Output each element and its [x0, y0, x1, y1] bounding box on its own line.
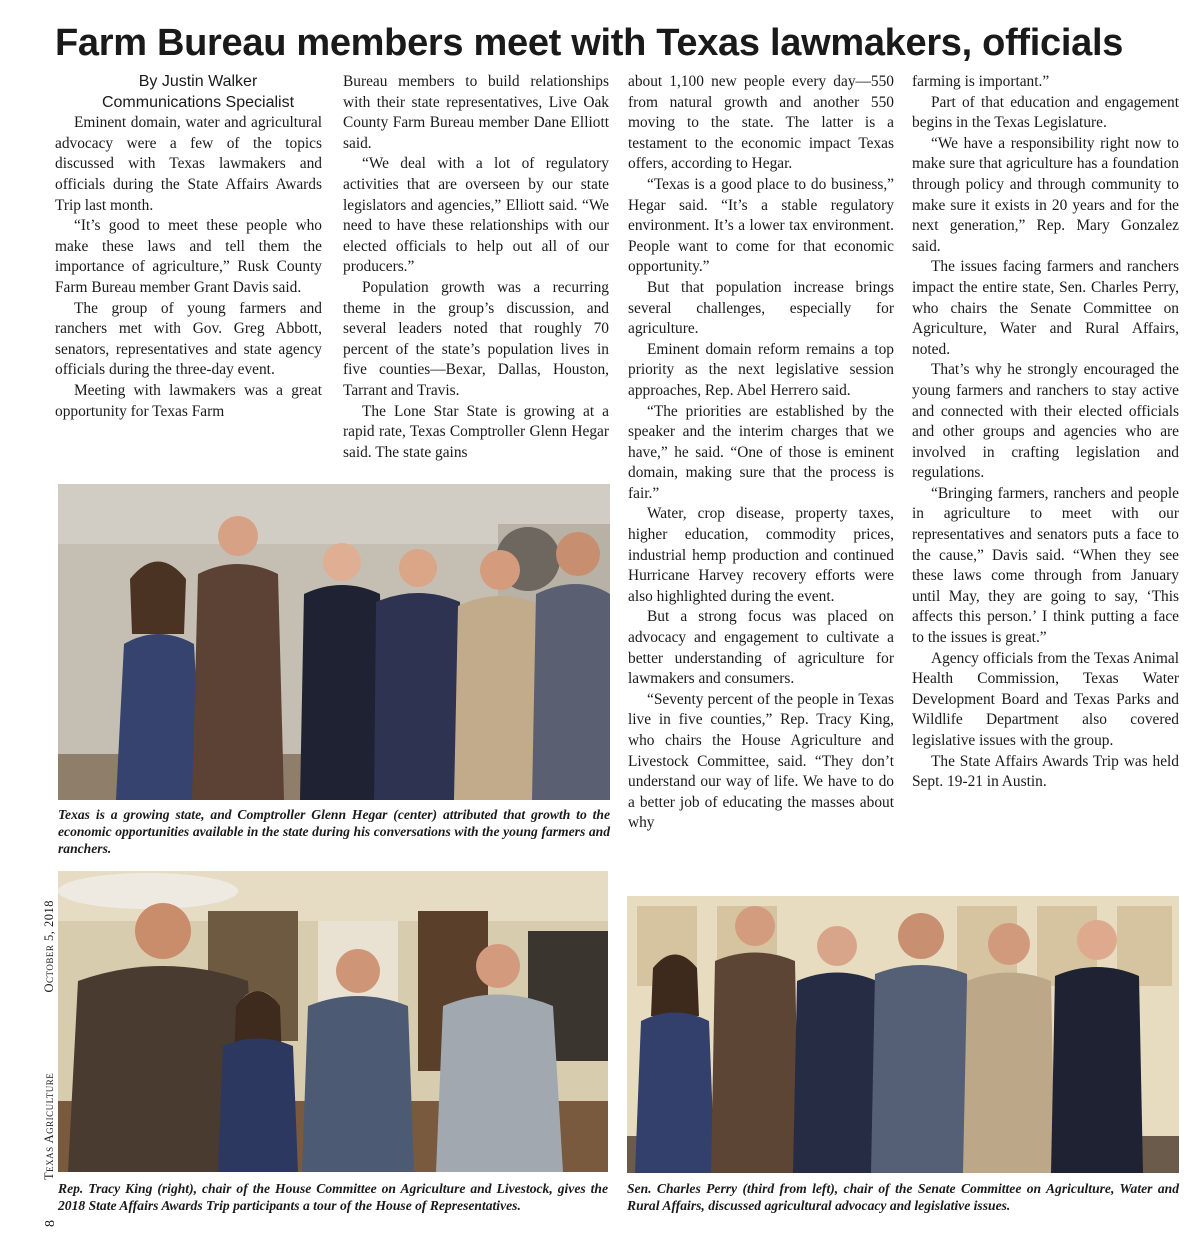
- folio-vertical: [43, 900, 61, 1180]
- photo-house-tour: [58, 871, 608, 1172]
- paragraph: farming is important.”: [912, 73, 1050, 90]
- photo-caption: Sen. Charles Perry (third from left), chair of the Senate Committee on Agriculture, Water and Rural Affairs, discussed agricultural advocacy and legislative issues.: [627, 1181, 1179, 1213]
- paragraph: “We deal with a lot of regulatory activities that are overseen by our state legislators and agencies,” Elliott said. “We need to have these relationships with our elected officials to help out all of our producers.”: [343, 155, 609, 276]
- paragraph: But that population increase brings several challenges, especially for agriculture.: [628, 278, 894, 338]
- paragraph: Bureau members to build relationships with their state representatives, Live Oak County Farm Bureau member Dane Elliott said.: [343, 73, 609, 152]
- photo-caption: Texas is a growing state, and Comptroller Glenn Hegar (center) attributed that growth to the economic opportunities available in the state during his conversations with the young farmers and ranchers.: [58, 807, 610, 856]
- article-column-2: [343, 72, 609, 463]
- photo-caption: Rep. Tracy King (right), chair of the House Committee on Agriculture and Livestock, gives the 2018 State Affairs Awards Trip participants a tour of the House of Representatives.: [58, 1181, 608, 1213]
- byline-title: Communications Specialist: [101, 93, 295, 111]
- paragraph: Water, crop disease, property taxes, higher education, commodity prices, industrial hemp production and continued Hurricane Harvey recovery efforts were also highlighted during the event.: [628, 505, 894, 605]
- paragraph: That’s why he strongly encouraged the young farmers and ranchers to stay active and connected with their elected officials and other groups and agencies who are involved in crafting legislation and regulations.: [912, 361, 1179, 482]
- paragraph: Part of that education and engagement begins in the Texas Legislature.: [912, 93, 1179, 132]
- article-column-4: [912, 72, 1179, 793]
- paragraph: Population growth was a recurring theme in the group’s discussion, and several leaders noted that roughly 70 percent of the state’s population lives in five counties—Bexar, Dallas, Houston, Tarrant and Travis.: [343, 278, 609, 399]
- paragraph: But a strong focus was placed on advocacy and engagement to cultivate a better understanding of agriculture for lawmakers and consumers.: [628, 608, 894, 688]
- paragraph: Eminent domain reform remains a top priority as the next legislative session approaches, Rep. Abel Herrero said.: [628, 340, 894, 399]
- paragraph: The issues facing farmers and ranchers impact the entire state, Sen. Charles Perry, who chairs the Senate Committee on Agriculture, Water and Rural Affairs, noted.: [912, 258, 1179, 358]
- publication-name: Texas Agriculture: [42, 1072, 56, 1180]
- byline-author: By Justin Walker: [138, 73, 258, 90]
- paragraph: Meeting with lawmakers was a great opportunity for Texas Farm: [55, 381, 322, 420]
- paragraph: “Texas is a good place to do business,” Hegar said. “It’s a stable regulatory environment. It’s a lower tax environment. People want to come for that economic opportunity.”: [628, 175, 894, 276]
- paragraph: “It’s good to meet these people who make these laws and tell them the importance of agriculture,” Rusk County Farm Bureau member Grant Davis said.: [55, 217, 322, 296]
- article-column-3: [628, 72, 894, 834]
- article-column-1: [55, 72, 322, 422]
- paragraph: “Bringing farmers, ranchers and people in agriculture to meet with our representatives and senators puts a face to the cause,” Davis said. “When they see these laws come through from January until May, they are going to say, ‘This affects this person.’ I think putting a face to the issues is great.”: [912, 484, 1179, 647]
- paragraph: The State Affairs Awards Trip was held Sept. 19-21 in Austin.: [912, 752, 1179, 791]
- group-photo-senator: [627, 896, 1179, 1173]
- paragraph: Agency officials from the Texas Animal Health Commission, Texas Water Development Board and Texas Parks and Wildlife Department also covered legislative issues with the group.: [912, 649, 1179, 749]
- headline: Farm Bureau members meet with Texas lawmakers, officials: [55, 22, 1124, 64]
- paragraph: The group of young farmers and ranchers met with Gov. Greg Abbott, senators, representatives and state agency officials during the three-day event.: [55, 299, 322, 379]
- paragraph: The Lone Star State is growing at a rapid rate, Texas Comptroller Glenn Hegar said. The state gains: [343, 402, 609, 461]
- paragraph: Eminent domain, water and agricultural advocacy were a few of the topics discussed with Texas lawmakers and officials during the State Affairs Awards Trip last month.: [55, 114, 322, 214]
- page-number: 8: [43, 1220, 58, 1227]
- paragraph: “We have a responsibility right now to make sure that agriculture has a foundation through policy and through community to make sure it exists in 20 years and for the next generation,” Rep. Mary Gonzalez said.: [912, 134, 1179, 255]
- issue-date: October 5, 2018: [42, 900, 56, 993]
- paragraph: “The priorities are established by the speaker and the interim charges that we have,” he said. “One of those is eminent domain, making sure that the process is fair.”: [628, 402, 894, 502]
- paragraph: “Seventy percent of the people in Texas live in five counties,” Rep. Tracy King, who chairs the House Agriculture and Livestock Committee, said. “They don’t understand our way of life. We have to do a better job of educating the masses about why: [628, 690, 894, 832]
- paragraph: about 1,100 new people every day—550 from natural growth and another 550 moving to the state. The latter is a testament to the economic impact Texas offers, according to Hegar.: [628, 73, 894, 173]
- group-photo-comptroller: [58, 484, 610, 800]
